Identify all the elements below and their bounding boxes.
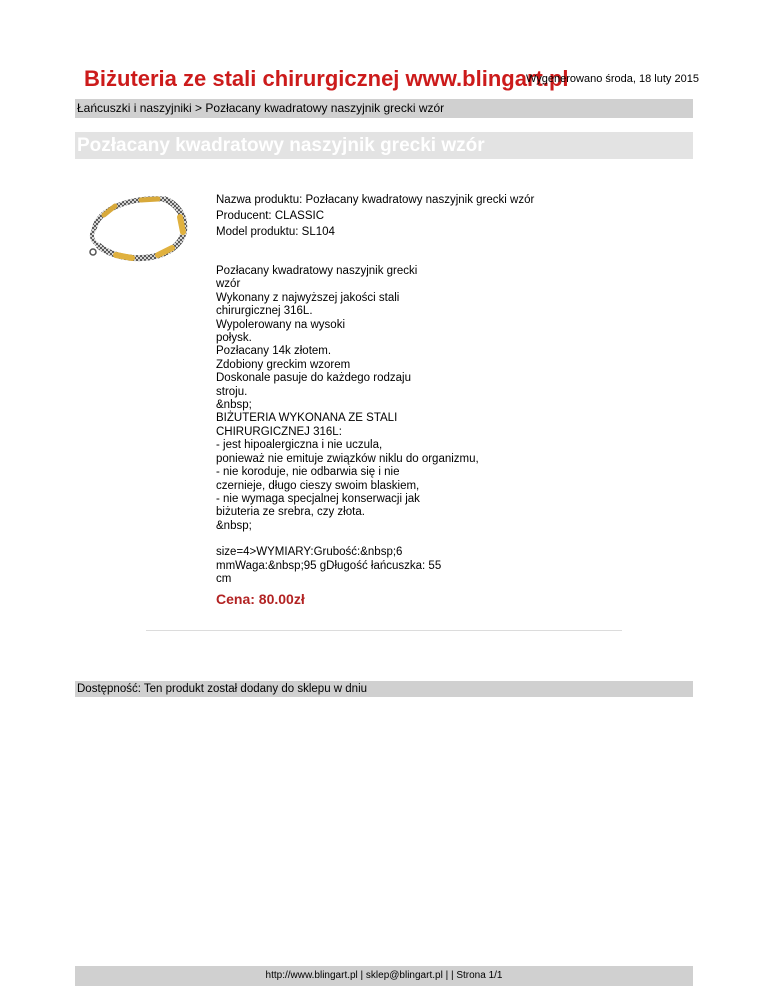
page-footer: http://www.blingart.pl | sklep@blingart.pl | | Strona 1/1	[75, 966, 693, 986]
description-line: biżuteria ze srebra, czy złota.	[216, 506, 365, 519]
description-line: &nbsp;	[216, 399, 252, 412]
description-line: Wypolerowany na wysoki	[216, 318, 346, 331]
product-model: Model produktu: SL104	[216, 226, 335, 238]
product-description	[216, 265, 506, 586]
product-image	[84, 185, 204, 265]
description-line: Pozłacany kwadratowy naszyjnik grecki	[216, 265, 418, 277]
description-line: połysk.	[216, 332, 252, 345]
description-line: BIŻUTERIA WYKONANA ZE STALI	[216, 412, 398, 425]
description-line: - nie koroduje, nie odbarwia się i nie	[216, 466, 400, 479]
description-line: Zdobiony greckim wzorem	[216, 358, 351, 371]
product-price: Cena: 80.00zł	[216, 591, 305, 607]
generated-date: Wygenerowano środa, 18 luty 2015	[526, 73, 699, 85]
description-line: wzór	[216, 278, 241, 291]
description-line: CHIRURGICZNEJ 316L:	[216, 425, 342, 438]
description-line: - nie wymaga specjalnej konserwacji jak	[216, 492, 420, 505]
description-line: &nbsp;	[216, 519, 252, 532]
site-title: Biżuteria ze stali chirurgicznej www.blingart.pl	[84, 66, 569, 91]
description-line: Wykonany z najwyższej jakości stali	[216, 291, 400, 304]
breadcrumb: Łańcuszki i naszyjniki > Pozłacany kwadratowy naszyjnik grecki wzór	[75, 99, 693, 118]
availability-bar: Dostępność: Ten produkt został dodany do sklepu w dniu	[75, 681, 693, 697]
description-line: - jest hipoalergiczna i nie uczula,	[216, 439, 383, 452]
description-line: ponieważ nie emituje związków niklu do organizmu,	[216, 452, 479, 465]
description-line: stroju.	[216, 385, 248, 398]
product-title-bar: Pozłacany kwadratowy naszyjnik grecki wzór	[75, 132, 693, 159]
dimension-line: cm	[216, 572, 232, 585]
dimension-line: size=4>WYMIARY:Grubość:&nbsp;6	[216, 546, 403, 559]
description-line: czernieje, długo cieszy swoim blaskiem,	[216, 479, 420, 492]
description-line: chirurgicznej 316L.	[216, 305, 313, 318]
description-line: Doskonale pasuje do każdego rodzaju	[216, 372, 411, 385]
divider	[146, 630, 622, 631]
product-name: Nazwa produktu: Pozłacany kwadratowy naszyjnik grecki wzór	[216, 194, 535, 206]
product-producer: Producent: CLASSIC	[216, 210, 325, 222]
spacer	[216, 533, 506, 546]
product-details	[216, 192, 535, 240]
chain-necklace-icon	[84, 185, 204, 265]
description-line: Pozłacany 14k złotem.	[216, 345, 332, 358]
dimension-line: mmWaga:&nbsp;95 gDługość łańcuszka: 55	[216, 559, 442, 572]
